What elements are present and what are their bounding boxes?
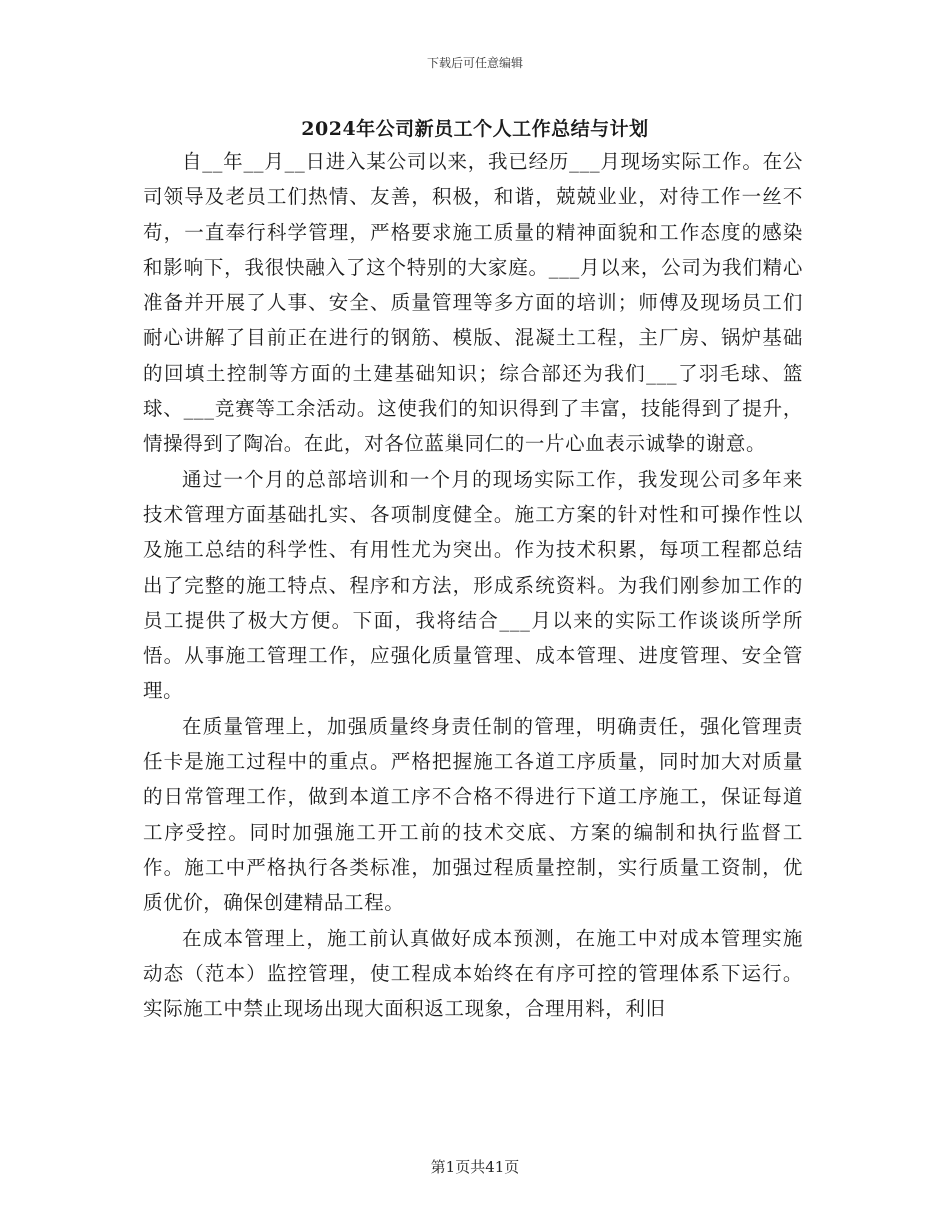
document-body (143, 144, 803, 1026)
paragraph: 自__年__月__日进入某公司以来，我已经历___月现场实际工作。在公司领导及老员工们热情、友善，积极，和谐，兢兢业业，对待工作一丝不苟，一直奉行科学管理，严格要求施工质量的精神面貌和工作态度的感染和影响下，我很快融入了这个特别的大家庭。___月以来，公司为我们精心准备并开展了人事、安全、质量管理等多方面的培训；师傅及现场员工们耐心讲解了目前正在进行的钢筋、模版、混凝土工程，主厂房、锅炉基础的回填土控制等方面的土建基础知识；综合部还为我们___了羽毛球、篮球、___竞赛等工余活动。这使我们的知识得到了丰富，技能得到了提升，情操得到了陶冶。在此，对各位蓝巢同仁的一片心血表示诚挚的谢意。 (143, 150, 803, 456)
page-number: 第1页共41页 (430, 1158, 520, 1176)
header-note: 下载后可任意编辑 (426, 56, 523, 70)
document-title: 2024年公司新员工个人工作总结与计划 (301, 118, 649, 140)
paragraph: 在成本管理上，施工前认真做好成本预测，在施工中对成本管理实施动态（范本）监控管理，使工程成本始终在有序可控的管理体系下运行。实际施工中禁止现场出现大面积返工现象，合理用料，利旧 (143, 926, 803, 1021)
paragraph: 通过一个月的总部培训和一个月的现场实际工作，我发现公司多年来技术管理方面基础扎实、各项制度健全。施工方案的针对性和可操作性以及施工总结的科学性、有用性尤为突出。作为技术积累，每项工程都总结出了完整的施工特点、程序和方法，形成系统资料。为我们刚参加工作的员工提供了极大方便。下面，我将结合___月以来的实际工作谈谈所学所悟。从事施工管理工作，应强化质量管理、成本管理、进度管理、安全管理。 (143, 467, 803, 703)
paragraph: 在质量管理上，加强质量终身责任制的管理，明确责任，强化管理责任卡是施工过程中的重点。严格把握施工各道工序质量，同时加大对质量的日常管理工作，做到本道工序不合格不得进行下道工序施工，保证每道工序受控。同时加强施工开工前的技术交底、方案的编制和执行监督工作。施工中严格执行各类标准，加强过程质量控制，实行质量工资制，优质优价，确保创建精品工程。 (143, 714, 803, 915)
